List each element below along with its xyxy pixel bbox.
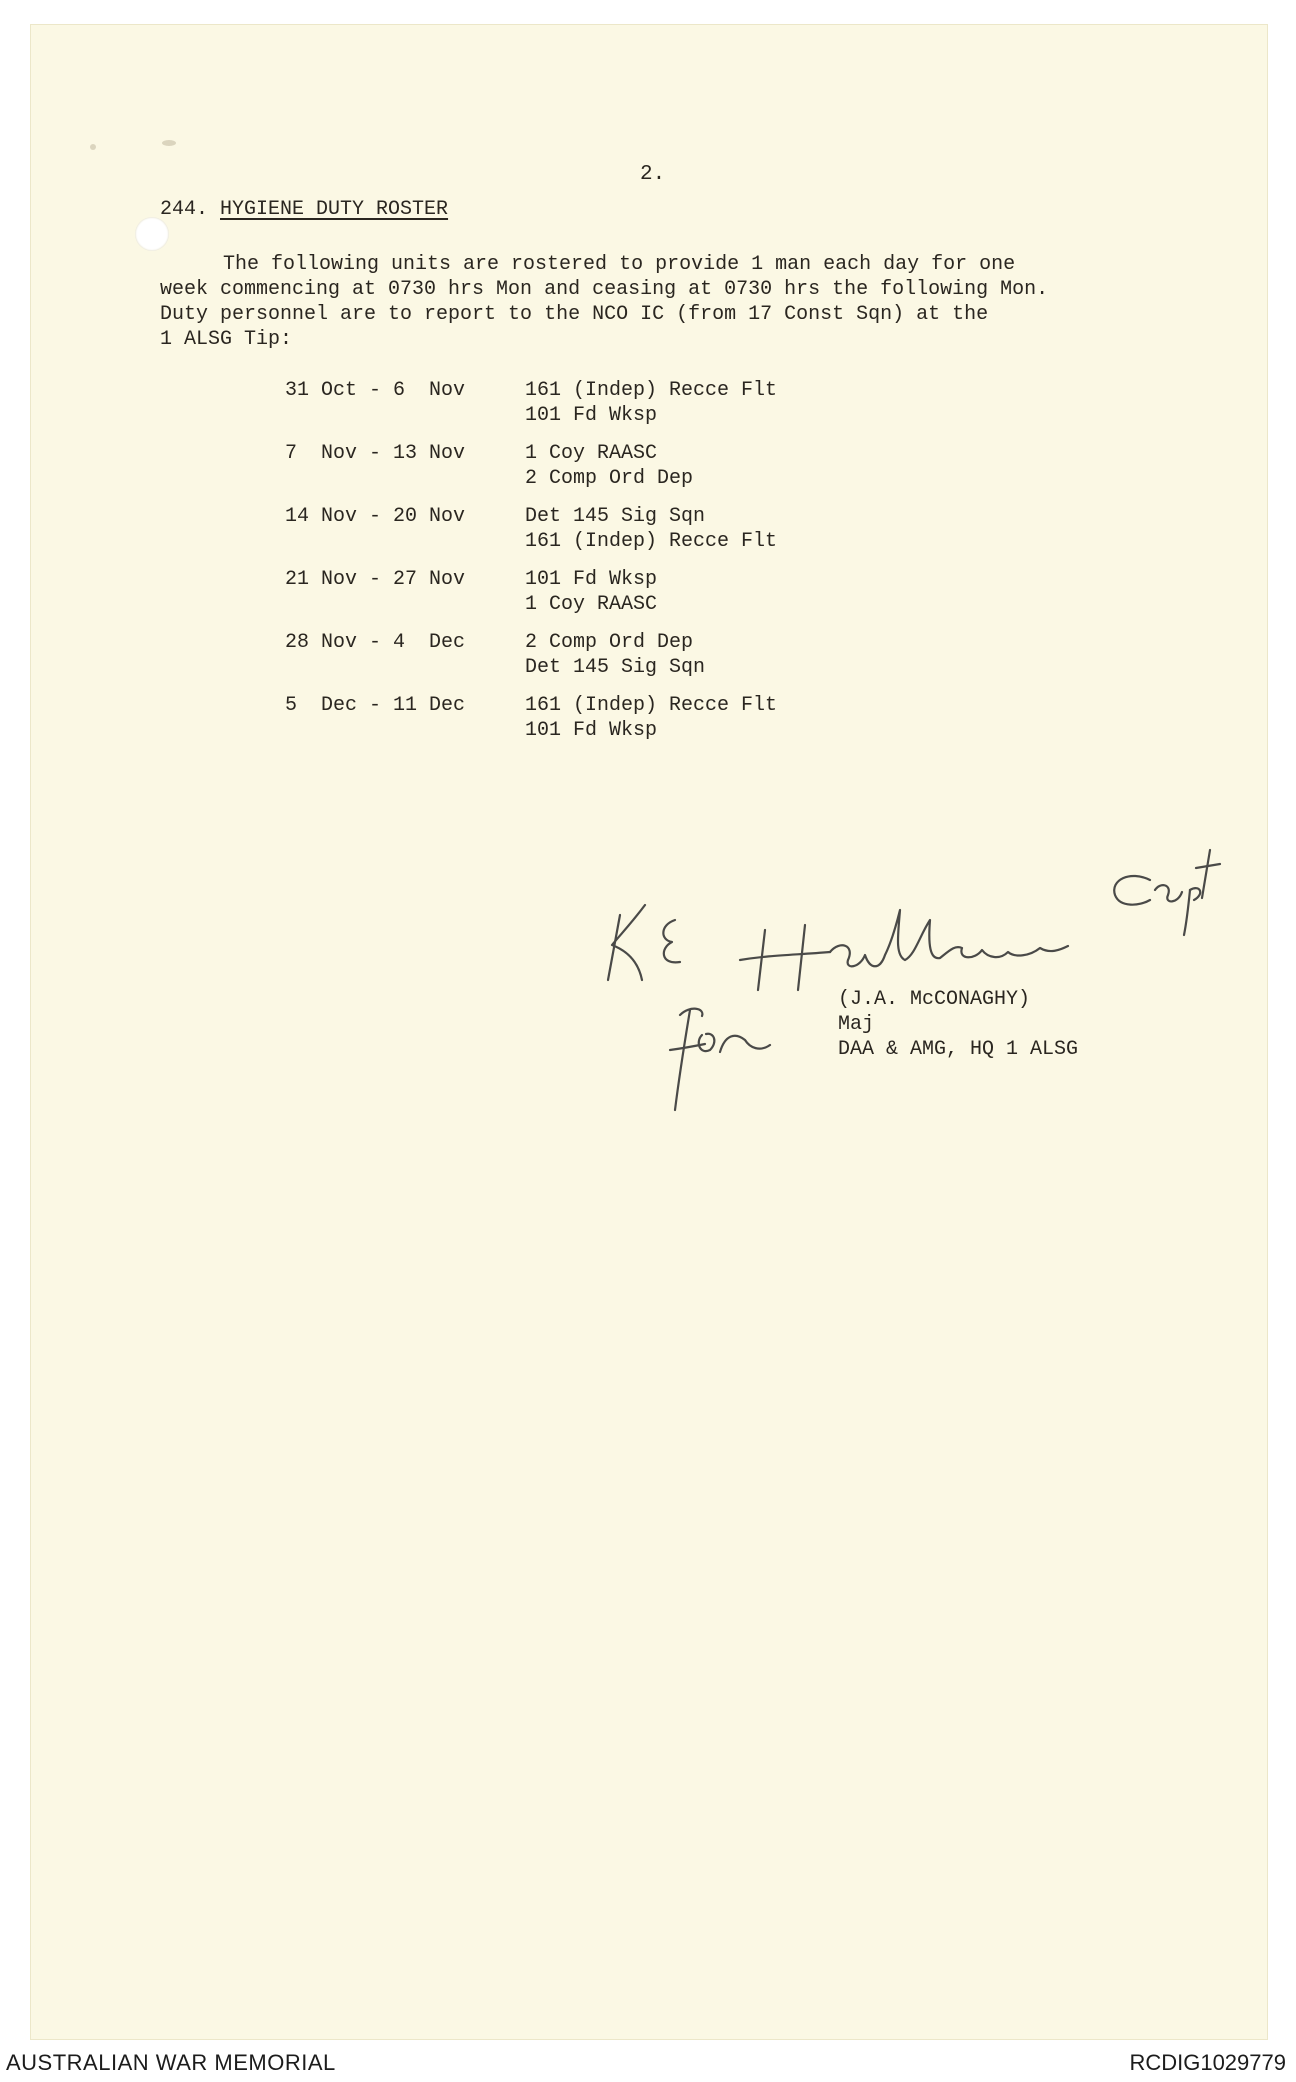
paragraph-line: The following units are rostered to provide 1 man each day for one bbox=[223, 253, 1016, 276]
roster-units bbox=[525, 504, 777, 554]
paper-smudge bbox=[162, 140, 176, 146]
roster-units bbox=[525, 378, 777, 428]
roster-units bbox=[525, 567, 657, 617]
roster-dates: 21 Nov - 27 Nov bbox=[285, 568, 466, 591]
paper-smudge bbox=[90, 144, 96, 150]
roster-units bbox=[525, 693, 777, 743]
section-title: HYGIENE DUTY ROSTER bbox=[220, 198, 449, 221]
signature-block bbox=[838, 987, 1078, 1062]
roster-dates: 7 Nov - 13 Nov bbox=[285, 442, 466, 465]
punch-hole bbox=[135, 217, 169, 251]
roster-unit: 161 (Indep) Recce Flt bbox=[525, 694, 778, 717]
roster-unit: Det 145 Sig Sqn bbox=[525, 505, 706, 528]
archive-credit: AUSTRALIAN WAR MEMORIAL bbox=[6, 2050, 336, 2075]
archive-id: RCDIG1029779 bbox=[1129, 2050, 1286, 2075]
roster-unit: 161 (Indep) Recce Flt bbox=[525, 530, 778, 553]
signatory-rank: Maj bbox=[838, 1013, 875, 1036]
signatory-name: (J.A. McCONAGHY) bbox=[838, 988, 1031, 1011]
roster-unit: Det 145 Sig Sqn bbox=[525, 656, 706, 679]
paragraph-line: week commencing at 0730 hrs Mon and ceasing at 0730 hrs the following Mon. bbox=[160, 278, 1049, 301]
roster-units bbox=[525, 441, 693, 491]
roster-unit: 2 Comp Ord Dep bbox=[525, 631, 694, 654]
roster-unit: 1 Coy RAASC bbox=[525, 593, 658, 616]
signatory-appointment: DAA & AMG, HQ 1 ALSG bbox=[838, 1038, 1079, 1061]
roster-unit: 101 Fd Wksp bbox=[525, 719, 658, 742]
roster-dates: 5 Dec - 11 Dec bbox=[285, 694, 466, 717]
section-number: 244. bbox=[160, 198, 209, 221]
section-heading bbox=[160, 198, 448, 221]
paragraph-line: 1 ALSG Tip: bbox=[160, 328, 293, 351]
roster-unit: 1 Coy RAASC bbox=[525, 442, 658, 465]
roster-instructions bbox=[160, 252, 1049, 352]
roster-unit: 101 Fd Wksp bbox=[525, 568, 658, 591]
roster-dates: 28 Nov - 4 Dec bbox=[285, 631, 466, 654]
roster-units bbox=[525, 630, 705, 680]
roster-dates: 14 Nov - 20 Nov bbox=[285, 505, 466, 528]
roster-unit: 161 (Indep) Recce Flt bbox=[525, 379, 778, 402]
handwritten-signature bbox=[590, 820, 1230, 1120]
paragraph-line: Duty personnel are to report to the NCO IC (from 17 Const Sqn) at the bbox=[160, 303, 989, 326]
roster-unit: 101 Fd Wksp bbox=[525, 404, 658, 427]
roster-dates: 31 Oct - 6 Nov bbox=[285, 379, 466, 402]
page-number: 2. bbox=[640, 163, 666, 186]
roster-unit: 2 Comp Ord Dep bbox=[525, 467, 694, 490]
